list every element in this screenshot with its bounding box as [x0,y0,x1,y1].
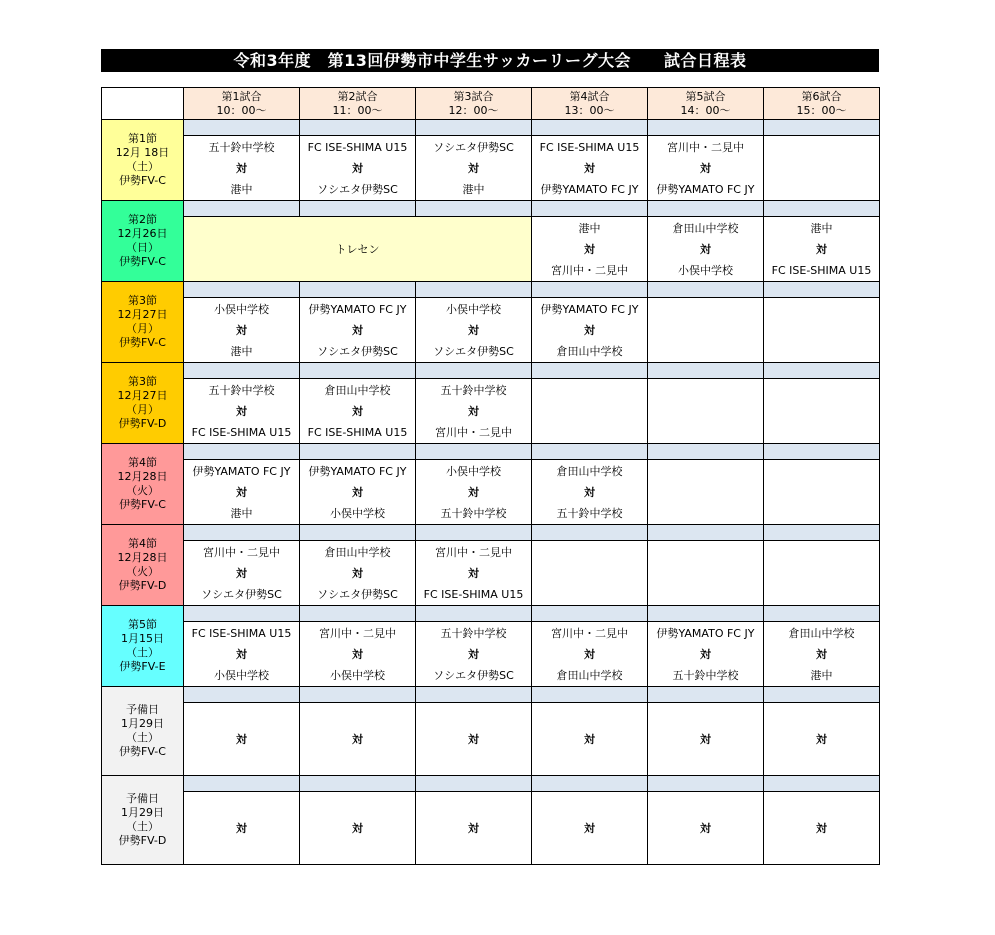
vs-label: 対 [700,647,711,661]
home-team: 宮川中・二見中 [551,626,628,640]
band-cell [184,201,300,217]
band-cell [184,120,300,136]
game-cell [648,792,764,865]
vs-label: 対 [468,566,479,580]
home-team: 宮川中・二見中 [667,140,744,154]
matchday-label-line: （土） [126,646,159,659]
game-cell [532,298,648,363]
band-cell [300,201,416,217]
band-cell [648,282,764,298]
game-cell [300,136,416,201]
vs-label: 対 [816,822,827,835]
away-team: 港中 [230,344,253,358]
band-cell [764,201,880,217]
game-cell [416,792,532,865]
home-team: FC ISE-SHIMA U15 [539,140,640,154]
page-title: 令和3年度 第13回伊勢市中学生サッカーリーグ大会 試合日程表 [101,49,879,72]
match-row [102,622,880,687]
home-team: 倉田山中学校 [324,545,391,559]
band-cell [764,444,880,460]
col-header-2 [300,88,416,120]
home-team: 倉田山中学校 [788,626,855,640]
away-team: 港中 [462,182,485,196]
matchday-label-line: 予備日 [126,792,159,805]
away-team: ソシエタ伊勢SC [317,587,398,601]
away-team: 港中 [230,506,253,520]
game-cell [648,136,764,201]
vs-label: 対 [816,647,827,661]
band-cell [300,687,416,703]
vs-label: 対 [468,485,479,499]
vs-label: 対 [584,485,595,499]
away-team: FC ISE-SHIMA U15 [771,263,872,277]
band-cell [532,363,648,379]
matchday-label [102,776,184,865]
col-time: 14：00～ [680,103,731,117]
band-row [102,120,880,136]
match-row [102,136,880,201]
col-time: 10：00～ [216,103,267,117]
col-name: 第5試合 [685,89,726,103]
game-cell [764,622,880,687]
band-cell [300,120,416,136]
home-team: 倉田山中学校 [324,383,391,397]
away-team: 倉田山中学校 [556,344,623,358]
vs-label: 対 [236,733,247,746]
band-cell [416,444,532,460]
band-cell [648,120,764,136]
game-cell [300,703,416,776]
col-time: 12：00～ [448,103,499,117]
game-cell [764,136,880,201]
game-cell [648,379,764,444]
vs-label: 対 [352,485,363,499]
away-team: 小俣中学校 [330,506,385,520]
matchday-label-line: （土） [126,160,159,173]
matchday-label-line: （日） [126,241,159,254]
col-header-4 [532,88,648,120]
band-cell [416,120,532,136]
band-cell [416,201,532,217]
matchday-label [102,282,184,363]
band-row [102,606,880,622]
band-cell [532,687,648,703]
matchday-label [102,444,184,525]
away-team: ソシエタ伊勢SC [433,668,514,682]
home-team: FC ISE-SHIMA U15 [307,140,408,154]
away-team: 五十鈴中学校 [440,506,507,520]
matchday-label-line: 12月28日 [117,551,168,564]
home-team: 港中 [810,221,833,235]
vs-label: 対 [700,822,711,835]
away-team: ソシエタ伊勢SC [201,587,282,601]
col-name: 第3試合 [453,89,494,103]
game-cell [764,460,880,525]
home-team: 倉田山中学校 [672,221,739,235]
game-cell [764,703,880,776]
away-team: ソシエタ伊勢SC [317,344,398,358]
band-cell [764,120,880,136]
band-cell [532,120,648,136]
game-cell [184,298,300,363]
home-team: 小俣中学校 [214,302,269,316]
game-cell [300,541,416,606]
away-team: 港中 [230,182,253,196]
matchday-label-line: （火） [126,484,159,497]
game-cell [532,136,648,201]
matchday-label-line: 12月26日 [117,227,168,240]
band-cell [184,363,300,379]
vs-label: 対 [468,404,479,418]
game-cell [532,792,648,865]
away-team: 小俣中学校 [678,263,733,277]
game-cell [416,622,532,687]
game-cell [532,460,648,525]
home-team: 五十鈴中学校 [440,626,507,640]
band-cell [648,201,764,217]
band-cell [184,776,300,792]
band-cell [300,282,416,298]
band-cell [184,444,300,460]
home-team: 伊勢YAMATO FC JY [540,302,639,316]
band-cell [532,444,648,460]
game-cell [648,541,764,606]
vs-label: 対 [352,323,363,337]
away-team: 五十鈴中学校 [556,506,623,520]
vs-label: 対 [236,404,247,418]
band-row [102,282,880,298]
vs-label: 対 [236,647,247,661]
matchday-label-line: 第4節 [128,456,157,469]
band-cell [184,606,300,622]
away-team: 伊勢YAMATO FC JY [656,182,755,196]
band-cell [416,282,532,298]
col-name: 第1試合 [221,89,262,103]
game-cell [648,622,764,687]
vs-label: 対 [236,161,247,175]
matchday-label-line: （土） [126,731,159,744]
band-cell [648,363,764,379]
matchday-label-line: 12月 18日 [115,146,170,159]
vs-label: 対 [584,647,595,661]
match-row [102,298,880,363]
vs-label: 対 [468,647,479,661]
away-team: 小俣中学校 [330,668,385,682]
matchday-label-line: 伊勢FV-E [119,660,166,673]
band-row [102,525,880,541]
col-header-5 [648,88,764,120]
away-team: 小俣中学校 [214,668,269,682]
home-team: 伊勢YAMATO FC JY [308,302,407,316]
home-team: 伊勢YAMATO FC JY [308,464,407,478]
game-cell [416,379,532,444]
band-cell [300,444,416,460]
game-cell [184,379,300,444]
away-team: ソシエタ伊勢SC [433,344,514,358]
vs-label: 対 [584,323,595,337]
matchday-label [102,525,184,606]
col-time: 13：00～ [564,103,615,117]
home-team: 小俣中学校 [446,464,501,478]
vs-label: 対 [468,822,479,835]
away-team: FC ISE-SHIMA U15 [307,425,408,439]
band-cell [184,282,300,298]
band-cell [300,606,416,622]
matchday-label-line: 12月28日 [117,470,168,483]
col-time: 11：00～ [332,103,383,117]
game-cell [184,460,300,525]
game-cell [764,379,880,444]
band-cell [764,687,880,703]
band-cell [764,606,880,622]
home-team: 伊勢YAMATO FC JY [656,626,755,640]
vs-label: 対 [236,822,247,835]
vs-label: 対 [352,404,363,418]
game-cell [416,136,532,201]
matchday-label-line: 第2節 [128,213,157,226]
matchday-label-line: 第4節 [128,537,157,550]
vs-label: 対 [816,733,827,746]
corner-cell [102,88,184,120]
vs-label: 対 [468,733,479,746]
game-cell [532,379,648,444]
matchday-label-line: （月） [126,403,159,416]
matchday-label-line: 伊勢FV-D [118,834,167,847]
game-cell [764,541,880,606]
band-row [102,201,880,217]
vs-label: 対 [236,323,247,337]
matchday-label-line: 12月27日 [117,308,168,321]
home-team: 小俣中学校 [446,302,501,316]
band-cell [532,282,648,298]
vs-label: 対 [468,323,479,337]
col-time: 15：00～ [796,103,847,117]
vs-label: 対 [352,161,363,175]
band-cell [532,201,648,217]
matchday-label-line: （火） [126,565,159,578]
home-team: ソシエタ伊勢SC [433,140,514,154]
away-team: 倉田山中学校 [556,668,623,682]
game-cell [648,703,764,776]
matchday-label-line: 伊勢FV-C [119,498,166,511]
band-cell [648,776,764,792]
vs-label: 対 [584,822,595,835]
home-team: 宮川中・二見中 [435,545,512,559]
game-cell [300,298,416,363]
away-team: 宮川中・二見中 [551,263,628,277]
vs-label: 対 [700,733,711,746]
game-cell [184,622,300,687]
band-cell [764,282,880,298]
header-row [102,88,880,120]
band-cell [648,525,764,541]
matchday-label-line: 伊勢FV-C [119,255,166,268]
band-cell [764,525,880,541]
home-team: FC ISE-SHIMA U15 [191,626,292,640]
matchday-label-line: 12月27日 [117,389,168,402]
schedule-table [101,87,880,865]
home-team: 五十鈴中学校 [208,383,275,397]
band-cell [764,363,880,379]
vs-label: 対 [584,733,595,746]
matchday-label-line: 伊勢FV-C [119,745,166,758]
matchday-label [102,120,184,201]
col-name: 第2試合 [337,89,378,103]
matchday-label-line: 1月15日 [121,632,164,645]
vs-label: 対 [352,647,363,661]
game-cell [300,792,416,865]
matchday-label-line: 第1節 [128,132,157,145]
game-cell [416,298,532,363]
vs-label: 対 [236,485,247,499]
game-cell [300,379,416,444]
matchday-label-line: 1月29日 [121,806,164,819]
band-cell [184,525,300,541]
col-name: 第4試合 [569,89,610,103]
home-team: 五十鈴中学校 [208,140,275,154]
band-cell [300,525,416,541]
home-team: 宮川中・二見中 [203,545,280,559]
game-cell [532,622,648,687]
vs-label: 対 [584,242,595,256]
matchday-label-line: 第3節 [128,294,157,307]
band-cell [416,687,532,703]
band-cell [416,606,532,622]
game-cell [648,460,764,525]
band-cell [532,525,648,541]
game-cell [764,217,880,282]
game-cell [416,460,532,525]
vs-label: 対 [816,242,827,256]
band-cell [648,606,764,622]
band-cell [300,776,416,792]
band-row [102,363,880,379]
vs-label: 対 [700,161,711,175]
band-cell [416,525,532,541]
col-header-1 [184,88,300,120]
matchday-label-line: 1月29日 [121,717,164,730]
band-cell [764,776,880,792]
col-header-6 [764,88,880,120]
band-cell [532,776,648,792]
band-row [102,687,880,703]
band-cell [648,444,764,460]
game-cell [184,136,300,201]
game-cell [184,792,300,865]
matchday-label [102,606,184,687]
band-row [102,776,880,792]
band-cell [416,363,532,379]
matchday-label-line: 伊勢FV-D [118,579,167,592]
matchday-label-line: 予備日 [126,703,159,716]
matchday-label-line: 伊勢FV-C [119,174,166,187]
away-team: 伊勢YAMATO FC JY [540,182,639,196]
game-cell [764,792,880,865]
home-team: 宮川中・二見中 [319,626,396,640]
away-team: 五十鈴中学校 [672,668,739,682]
game-cell [184,703,300,776]
band-cell [184,687,300,703]
match-row [102,792,880,865]
away-team: FC ISE-SHIMA U15 [191,425,292,439]
band-cell [532,606,648,622]
match-row [102,217,880,282]
game-cell [532,541,648,606]
matchday-label-line: 伊勢FV-D [118,417,167,430]
away-team: FC ISE-SHIMA U15 [423,587,524,601]
band-cell [648,687,764,703]
matchday-label [102,687,184,776]
game-cell [532,703,648,776]
match-row [102,541,880,606]
matchday-label-line: 第3節 [128,375,157,388]
vs-label: 対 [352,566,363,580]
matchday-label-line: 第5節 [128,618,157,631]
matchday-label-line: 伊勢FV-C [119,336,166,349]
band-row [102,444,880,460]
col-header-3 [416,88,532,120]
band-cell [300,363,416,379]
home-team: 伊勢YAMATO FC JY [192,464,291,478]
matchday-label [102,363,184,444]
away-team: ソシエタ伊勢SC [317,182,398,196]
game-cell [532,217,648,282]
game-cell [300,460,416,525]
vs-label: 対 [700,242,711,256]
game-cell [416,703,532,776]
vs-label: 対 [352,733,363,746]
away-team: 港中 [810,668,833,682]
game-cell [300,622,416,687]
match-row [102,379,880,444]
match-row [102,460,880,525]
home-team: 五十鈴中学校 [440,383,507,397]
vs-label: 対 [468,161,479,175]
away-team: 宮川中・二見中 [435,425,512,439]
matchday-label-line: （土） [126,820,159,833]
band-cell [416,776,532,792]
training-session-cell: トレセン [184,217,532,282]
home-team: 港中 [578,221,601,235]
game-cell [184,541,300,606]
matchday-label [102,201,184,282]
col-name: 第6試合 [801,89,842,103]
game-cell [764,298,880,363]
game-cell [416,541,532,606]
vs-label: 対 [352,822,363,835]
home-team: 倉田山中学校 [556,464,623,478]
game-cell [648,217,764,282]
vs-label: 対 [236,566,247,580]
match-row [102,703,880,776]
game-cell [648,298,764,363]
vs-label: 対 [584,161,595,175]
matchday-label-line: （月） [126,322,159,335]
